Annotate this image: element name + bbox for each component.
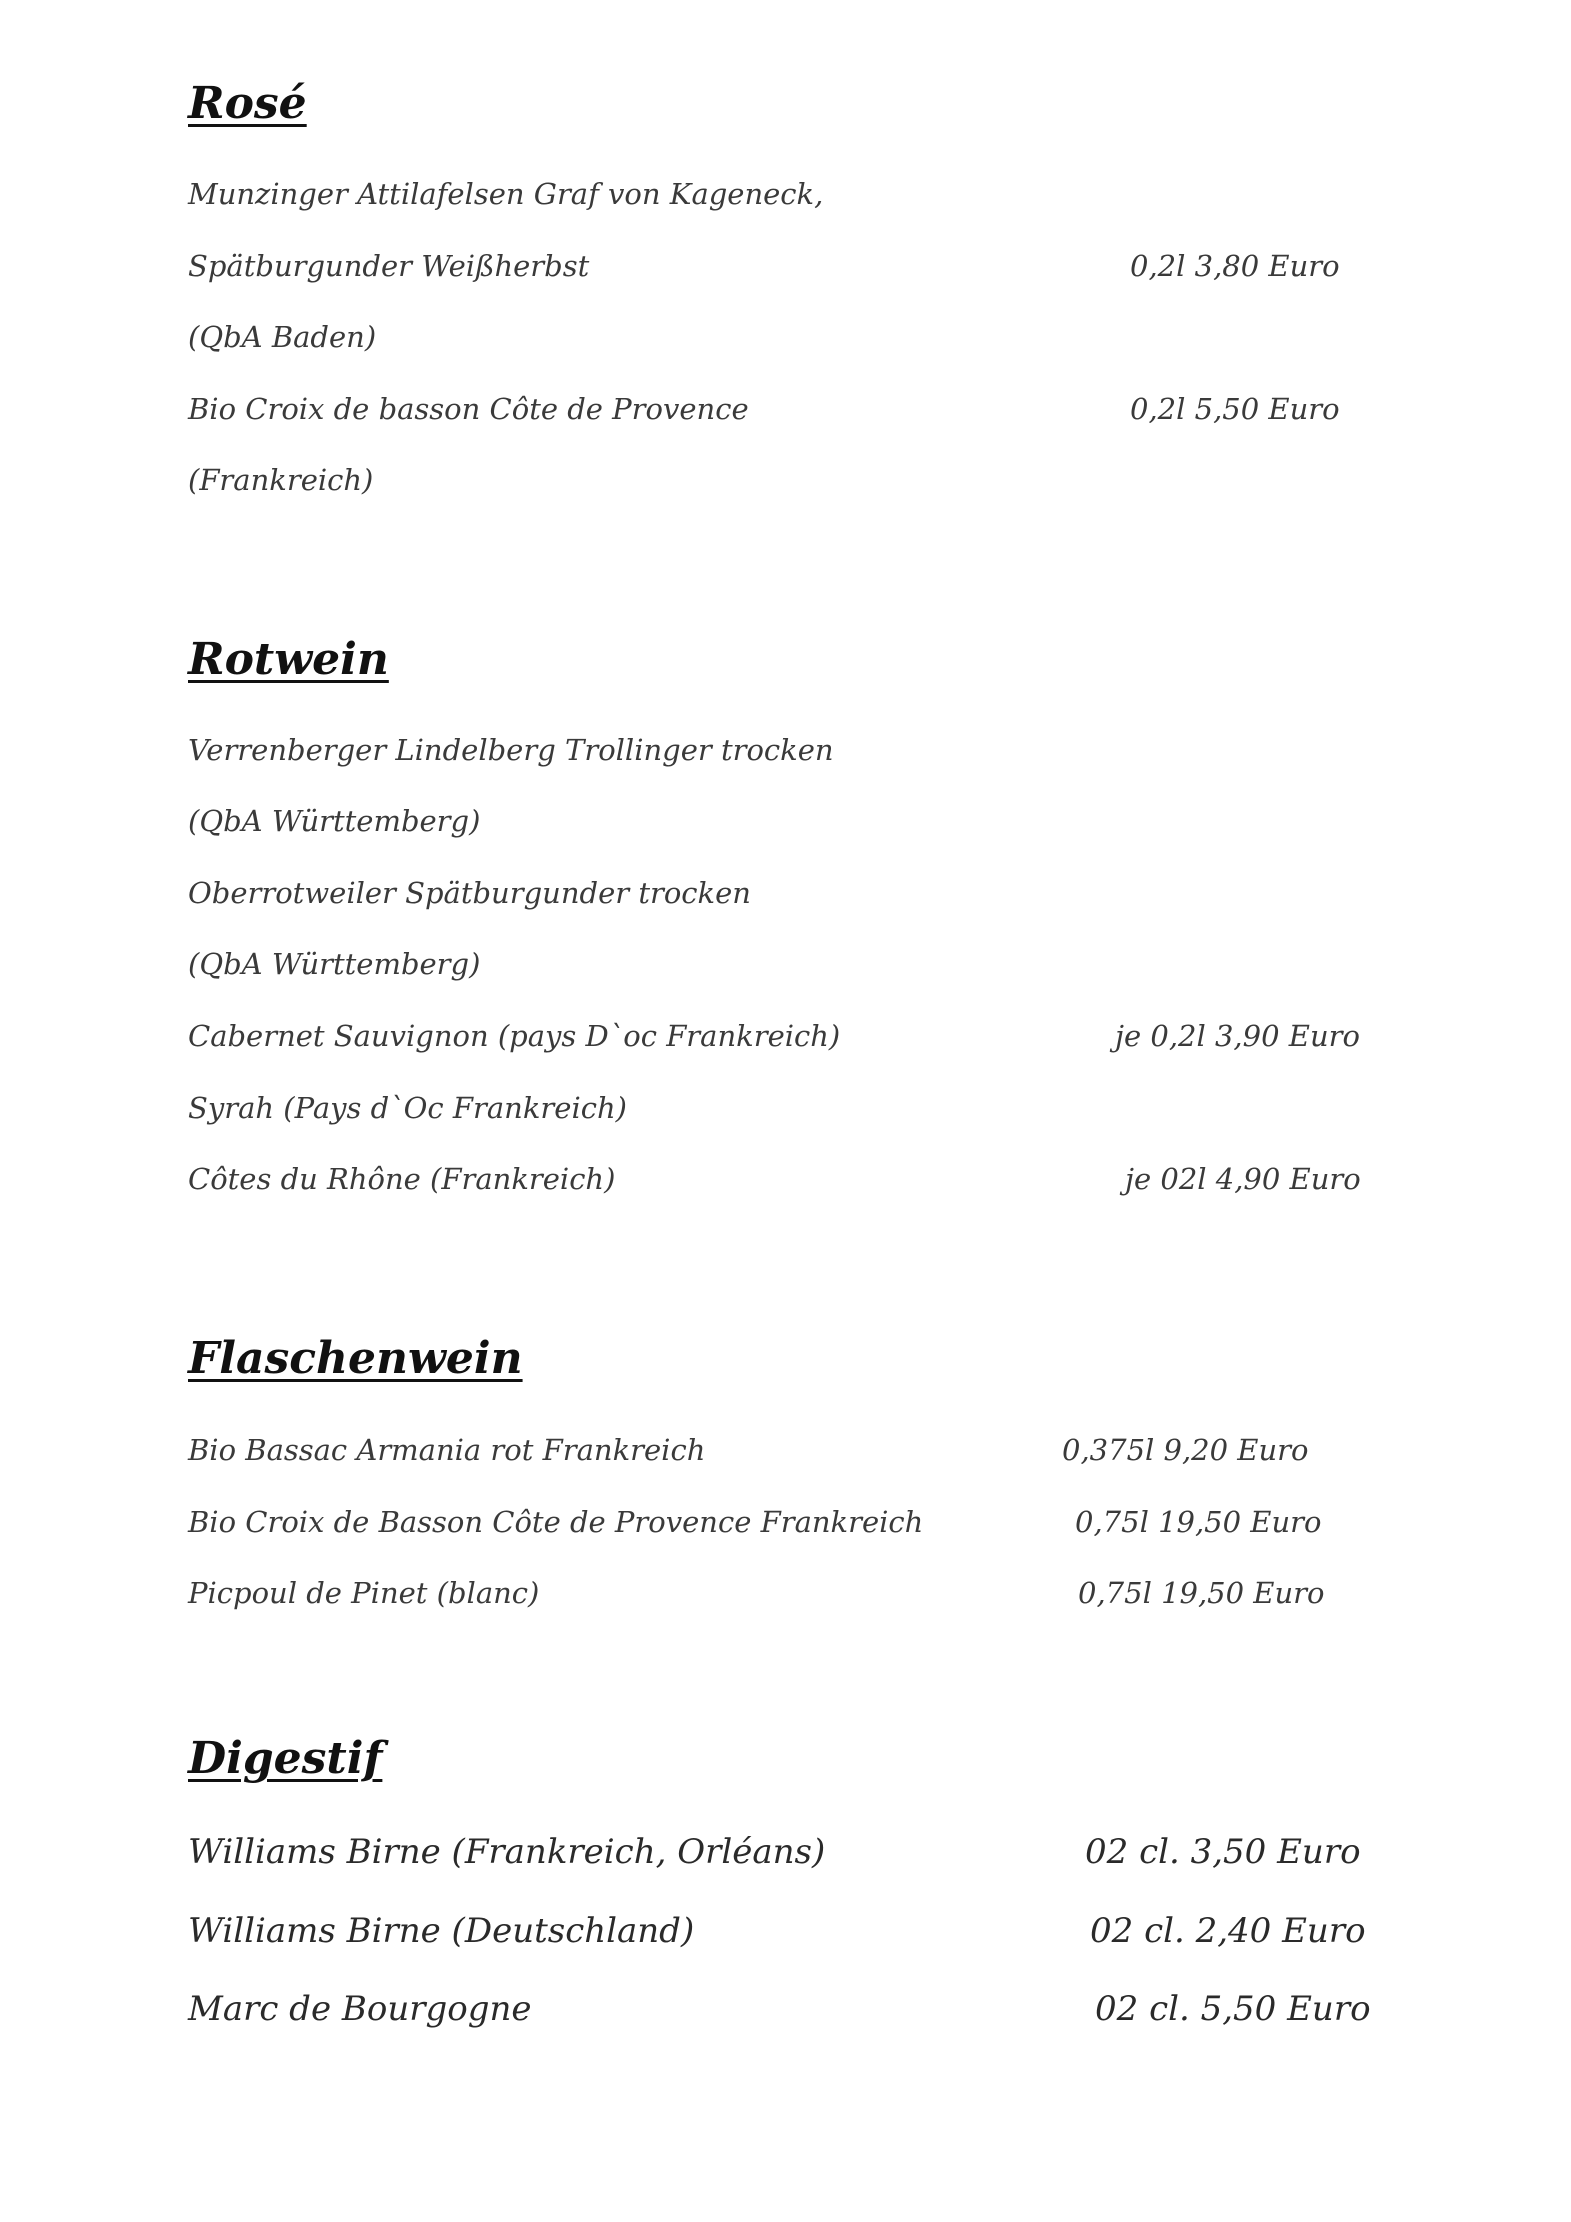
menu-item-line: Munzinger Attilafelsen Graf von Kageneck, <box>188 177 824 211</box>
section-heading-digestif: Digestif <box>188 1733 383 1784</box>
menu-item-line: Spätburgunder Weißherbst <box>188 249 590 283</box>
menu-item-price: 0,75l 19,50 Euro <box>1078 1576 1325 1610</box>
menu-item-line: Bio Croix de basson Côte de Provence <box>188 392 749 426</box>
menu-item-line: Bio Croix de Basson Côte de Provence Frankreich <box>188 1505 924 1539</box>
menu-item-price: 0,2l 5,50 Euro <box>1130 392 1340 426</box>
menu-item-line: Williams Birne (Frankreich, Orléans) <box>188 1832 826 1872</box>
menu-item-price: 0,75l 19,50 Euro <box>1075 1505 1322 1539</box>
section-heading-rose: Rosé <box>188 78 307 129</box>
menu-item-line: Côtes du Rhône (Frankreich) <box>188 1162 616 1196</box>
menu-item-price: je 02l 4,90 Euro <box>1125 1162 1361 1196</box>
menu-item-line: Williams Birne (Deutschland) <box>188 1911 695 1951</box>
menu-item-price: 02 cl. 3,50 Euro <box>1085 1832 1361 1872</box>
menu-item-price: 0,375l 9,20 Euro <box>1062 1433 1309 1467</box>
menu-item-line: Bio Bassac Armania rot Frankreich <box>188 1433 706 1467</box>
section-heading-flaschenwein: Flaschenwein <box>188 1333 523 1384</box>
menu-item-price: 0,2l 3,80 Euro <box>1130 249 1340 283</box>
menu-item-line: (Frankreich) <box>188 463 374 497</box>
menu-item-line: Verrenberger Lindelberg Trollinger trocken <box>188 733 834 767</box>
section-heading-rotwein: Rotwein <box>188 634 389 685</box>
menu-item-price: je 0,2l 3,90 Euro <box>1115 1019 1360 1053</box>
menu-item-line: Picpoul de Pinet (blanc) <box>188 1576 540 1610</box>
menu-item-price: 02 cl. 5,50 Euro <box>1095 1989 1371 2029</box>
menu-item-line: Syrah (Pays d`Oc Frankreich) <box>188 1091 627 1125</box>
menu-item-price: 02 cl. 2,40 Euro <box>1090 1911 1366 1951</box>
menu-item-line: (QbA Württemberg) <box>188 804 481 838</box>
menu-item-line: (QbA Württemberg) <box>188 947 481 981</box>
menu-item-line: Oberrotweiler Spätburgunder trocken <box>188 876 751 910</box>
menu-item-line: Cabernet Sauvignon (pays D`oc Frankreich) <box>188 1019 841 1053</box>
menu-item-line: (QbA Baden) <box>188 320 377 354</box>
menu-item-line: Marc de Bourgogne <box>188 1989 532 2029</box>
